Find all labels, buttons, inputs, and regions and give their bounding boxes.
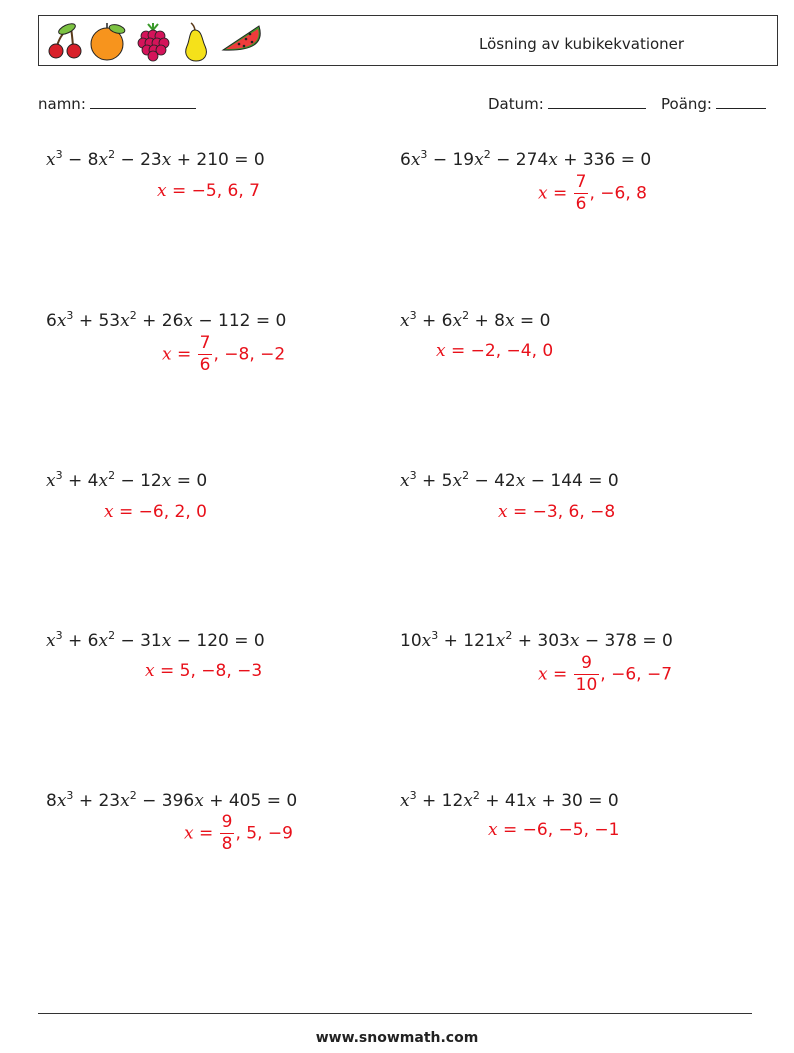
- problem-equation: $x^3 + 6x^2 - 31x - 120 = 0$: [46, 629, 265, 651]
- raspberry-icon: [134, 22, 172, 62]
- problem-solution: x = −6, 2, 0: [104, 502, 207, 522]
- date-label: Datum:: [488, 95, 544, 113]
- problem-solution: x = $\frac{7}{6}$ , −8, −2: [162, 333, 286, 375]
- name-field[interactable]: [38, 94, 196, 113]
- score-blank[interactable]: [716, 94, 766, 109]
- problem-equation: $x^3 + 5x^2 - 42x - 144 = 0$: [400, 469, 619, 491]
- score-label: Poäng:: [661, 95, 712, 113]
- name-label: namn:: [38, 95, 86, 113]
- problem-equation: $6x^3 + 53x^2 + 26x - 112 = 0$: [46, 309, 287, 331]
- problem-equation: $10x^3 + 121x^2 + 303x - 378 = 0$: [400, 629, 673, 651]
- footer-divider: [38, 1013, 752, 1014]
- date-field[interactable]: [488, 94, 646, 113]
- cherries-icon: [45, 22, 85, 60]
- problem-solution: x = $\frac{7}{6}$ , −6, 8: [538, 172, 647, 214]
- date-blank[interactable]: [548, 94, 646, 109]
- worksheet-header: [38, 15, 778, 66]
- problem-equation: $8x^3 + 23x^2 - 396x + 405 = 0$: [46, 789, 298, 811]
- problem-solution: x = −6, −5, −1: [488, 820, 620, 840]
- problem-equation: $6x^3 - 19x^2 - 274x + 336 = 0$: [400, 148, 652, 170]
- problem-solution: x = $\frac{9}{8}$ , 5, −9: [184, 812, 293, 854]
- problem-solution: x = −2, −4, 0: [436, 341, 554, 361]
- problem-equation: $x^3 + 12x^2 + 41x + 30 = 0$: [400, 789, 619, 811]
- problem-equation: $x^3 - 8x^2 - 23x + 210 = 0$: [46, 148, 265, 170]
- pear-icon: [179, 22, 213, 62]
- problem-solution: x = $\frac{9}{10}$ , −6, −7: [538, 653, 673, 695]
- orange-icon: [87, 22, 129, 62]
- footer-url: www.snowmath.com: [315, 1030, 479, 1046]
- problem-solution: x = −5, 6, 7: [157, 181, 260, 201]
- worksheet-title: Lösning av kubikekvationer: [479, 35, 685, 53]
- problem-equation: $x^3 + 6x^2 + 8x = 0$: [400, 309, 551, 331]
- watermelon-icon: [219, 22, 267, 62]
- score-field[interactable]: [661, 94, 766, 113]
- problem-equation: $x^3 + 4x^2 - 12x = 0$: [46, 469, 208, 491]
- name-blank[interactable]: [90, 94, 196, 109]
- problem-solution: x = −3, 6, −8: [498, 502, 616, 522]
- problem-solution: x = 5, −8, −3: [145, 661, 263, 681]
